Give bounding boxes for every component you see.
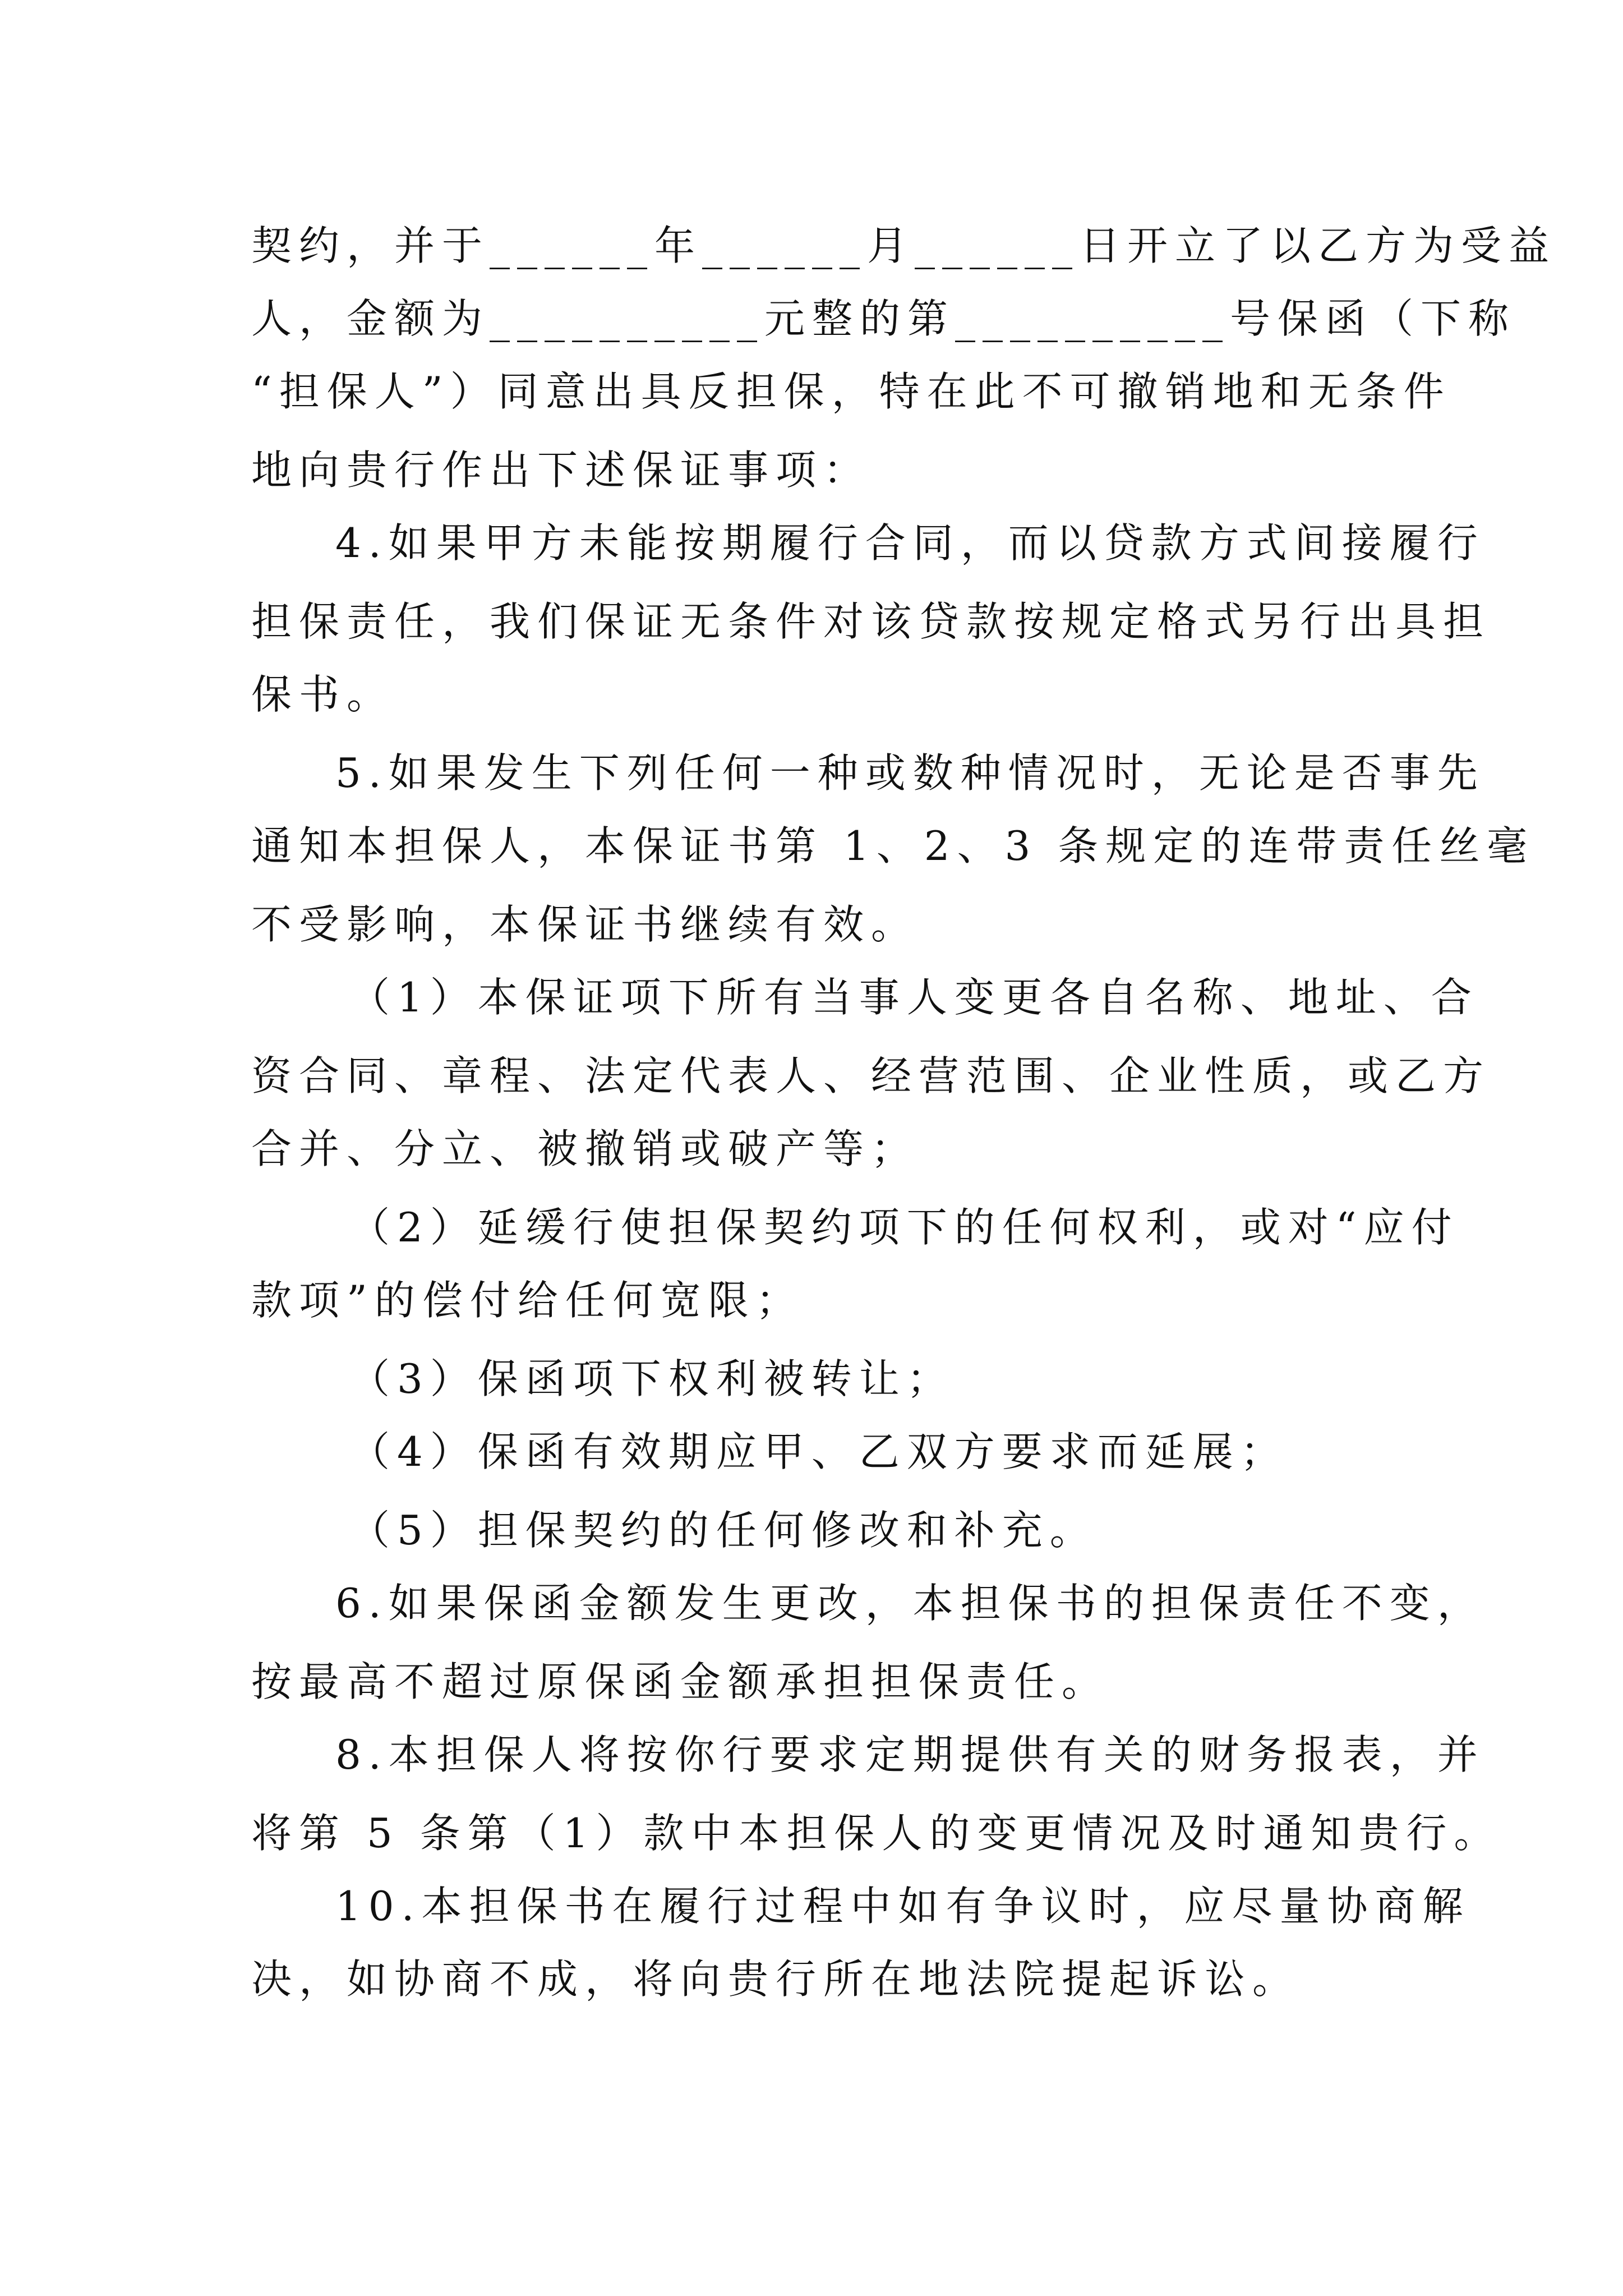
text-line: 6.如果保函金额发生更改，本担保书的担保责任不变， xyxy=(335,1580,1485,1627)
text-line: 将第 5 条第（1）款中本担保人的变更情况及时通知贵行。 xyxy=(251,1810,1502,1857)
text-line: 资合同、章程、法定代表人、经营范围、企业性质，或乙方 xyxy=(251,1052,1491,1099)
text-line: 通知本担保人，本保证书第 1、2、3 条规定的连带责任丝毫 xyxy=(251,822,1535,869)
text-line: 不受影响，本保证书继续有效。 xyxy=(251,901,919,948)
text-line: 合并、分立、被撤销或破产等； xyxy=(251,1125,919,1172)
text-line: （2）延缓行使担保契约项下的任何权利，或对“应付 xyxy=(349,1204,1459,1251)
text-line: 决，如协商不成，将向贵行所在地法院提起诉讼。 xyxy=(251,1955,1301,2003)
text-line: 按最高不超过原保函金额承担担保责任。 xyxy=(251,1658,1110,1705)
text-line: （5）担保契约的任何修改和补充。 xyxy=(349,1507,1098,1554)
text-line: 人，金额为__________元整的第__________号保函（下称 xyxy=(251,295,1516,342)
text-line: 款项”的偿付给任何宽限； xyxy=(251,1277,804,1324)
text-line: 8.本担保人将按你行要求定期提供有关的财务报表，并 xyxy=(335,1731,1485,1778)
text-line: “担保人”）同意出具反担保，特在此不可撤销地和无条件 xyxy=(251,368,1451,415)
text-line: （3）保函项下权利被转让； xyxy=(349,1355,955,1402)
text-line: 10.本担保书在履行过程中如有争议时，应尽量协商解 xyxy=(335,1883,1470,1930)
text-line: 保书。 xyxy=(251,671,395,718)
text-line: 4.如果甲方未能按期履行合同，而以贷款方式间接履行 xyxy=(335,519,1485,567)
text-line: 5.如果发生下列任何一种或数种情况时，无论是否事先 xyxy=(335,749,1485,797)
text-line: （1）本保证项下所有当事人变更各自名称、地址、合 xyxy=(349,974,1479,1021)
text-line: 地向贵行作出下述保证事项： xyxy=(251,447,872,494)
text-line: 担保责任，我们保证无条件对该贷款按规定格式另行出具担 xyxy=(251,598,1491,645)
text-line: （4）保函有效期应甲、乙双方要求而延展； xyxy=(349,1428,1288,1475)
text-line: 契约，并于______年______月______日开立了以乙方为受益 xyxy=(251,222,1557,269)
